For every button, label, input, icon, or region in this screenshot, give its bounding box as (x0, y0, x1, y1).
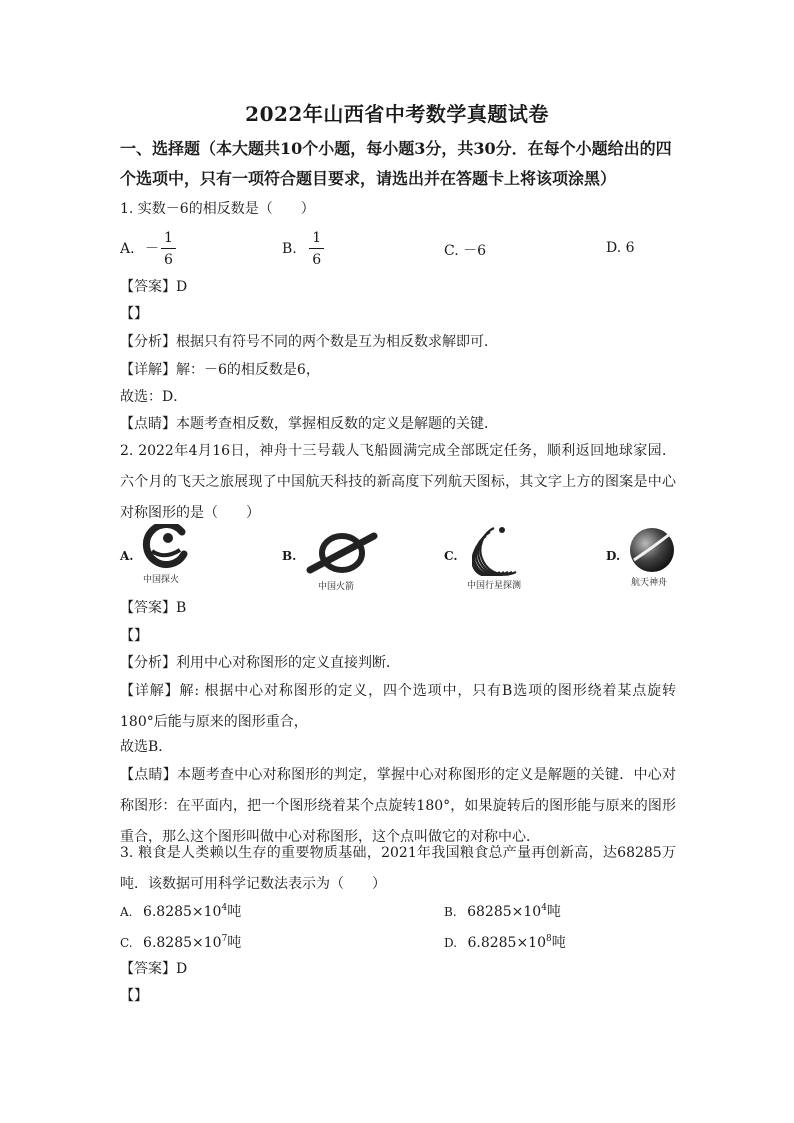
q3-stem: 3. 粮食是人类赖以生存的重要物质基础，2021年我国粮食总产量再创新高，达68285万吨．该数据可用科学记数法表示为（ ） (120, 845, 676, 892)
q1-option-a-sign: － (145, 241, 160, 257)
q3-option-b-exponent: 4 (541, 903, 547, 913)
q3-option-c-unit: 吨 (227, 935, 242, 951)
q3-option-c-exponent: 7 (221, 934, 228, 944)
q2-detail: 【详解】解: 根据中心对称图形的定义，四个选项中，只有B选项的图形绕着某点旋转180°后能与原来的图形重合， (120, 683, 676, 730)
q2-bracket: 【】 (120, 628, 148, 644)
q1-option-a-denominator: 6 (164, 252, 173, 268)
q1-bracket: 【】 (120, 306, 148, 322)
q3-option-c[interactable] (120, 932, 241, 952)
q3-option-a-label: A. (120, 905, 133, 919)
q3-option-a-unit: 吨 (227, 904, 242, 920)
q3-option-d[interactable] (444, 932, 566, 952)
page-title: 2022年山西省中考数学真题试卷 (245, 102, 549, 126)
q1-option-a[interactable] (120, 230, 176, 268)
q3-option-d-exponent: 8 (546, 934, 552, 944)
q1-analysis: 【分析】根据只有符号不同的两个数是互为相反数求解即可． (120, 334, 498, 350)
q3-bracket: 【】 (120, 988, 148, 1004)
q1-option-b-numerator: 1 (309, 230, 324, 249)
q1-option-d[interactable]: D. 6 (606, 240, 635, 256)
q1-option-b-fraction (309, 230, 324, 268)
q1-option-b-label: B. (282, 241, 297, 257)
china-rocket-logo (306, 530, 378, 576)
q3-option-c-label: C. (120, 936, 133, 950)
q2-option-b-label[interactable]: B. (282, 549, 297, 563)
shenzhou-logo (628, 526, 676, 574)
q3-option-d-label: D. (444, 936, 458, 950)
q1-option-a-numerator: 1 (161, 230, 176, 249)
q2-option-a-caption: 中国探火 (143, 575, 180, 585)
mars-probe-logo (138, 524, 190, 570)
q1-answer: 【答案】D (120, 279, 188, 295)
q2-stem: 2. 2022年4月16日，神舟十三号载人飞船圆满完成全部既定任务，顺利返回地球家园．六个月的飞天之旅展现了中国航天科技的新高度下列航天图标，其文字上方的图案是中心对称图形的是（ ） (120, 443, 676, 521)
q1-option-b-denominator: 6 (312, 252, 322, 268)
q2-choose: 故选B． (120, 739, 173, 755)
q1-option-a-fraction (161, 230, 176, 268)
q3-option-a-value: 6.8285×10 (142, 904, 222, 920)
q3-option-b-label: B. (444, 905, 457, 919)
q3-option-c-value: 6.8285×10 (143, 935, 222, 951)
q3-option-d-unit: 吨 (551, 935, 566, 951)
q1-comment: 【点睛】本题考查相反数，掌握相反数的定义是解题的关键． (120, 416, 498, 432)
q2-comment: 【点睛】本题考查中心对称图形的判定，掌握中心对称图形的定义是解题的关键．中心对称图形：在平面内，把一个图形绕着某个点旋转180°，如果旋转后的图形能与原来的图形重合，那么这个图形叫做中心对称图形，这个点叫做它的对称中心． (120, 767, 676, 845)
q1-stem: 1. 实数－6的相反数是（ ） (120, 201, 315, 217)
q2-option-d-label[interactable]: D. (606, 549, 621, 563)
q2-option-b-caption: 中国火箭 (318, 582, 355, 592)
q1-option-c[interactable]: C. －6 (444, 243, 487, 259)
q1-option-a-label: A. (120, 241, 135, 257)
q2-option-c-label[interactable]: C. (444, 549, 458, 563)
q1-detail: 【详解】解：－6的相反数是6， (120, 362, 320, 378)
q3-option-a[interactable] (120, 901, 241, 921)
q2-option-c-caption: 中国行星探测 (467, 581, 522, 591)
q1-choose: 故选：D． (120, 389, 188, 405)
section-heading: 一、选择题（本大题共10个小题，每小题3分，共30分．在每个小题给出的四个选项中，只有一项符合题目要求，请选出并在答题卡上将该项涂黑） (120, 139, 672, 188)
q2-analysis: 【分析】利用中心对称图形的定义直接判断． (120, 655, 400, 671)
q2-option-a-label[interactable]: A. (120, 549, 134, 563)
q2-answer: 【答案】B (120, 600, 187, 616)
q2-option-d-caption: 航天神舟 (631, 578, 668, 588)
q3-option-d-value: 6.8285×10 (467, 935, 546, 951)
q3-answer: 【答案】D (120, 961, 188, 977)
q1-option-b[interactable] (282, 230, 324, 268)
planet-exploration-logo (472, 524, 530, 576)
q3-option-b[interactable] (444, 901, 561, 921)
q3-option-b-unit: 吨 (546, 904, 561, 920)
q3-option-a-exponent: 4 (221, 903, 228, 913)
q3-option-b-value: 68285×10 (467, 904, 542, 920)
